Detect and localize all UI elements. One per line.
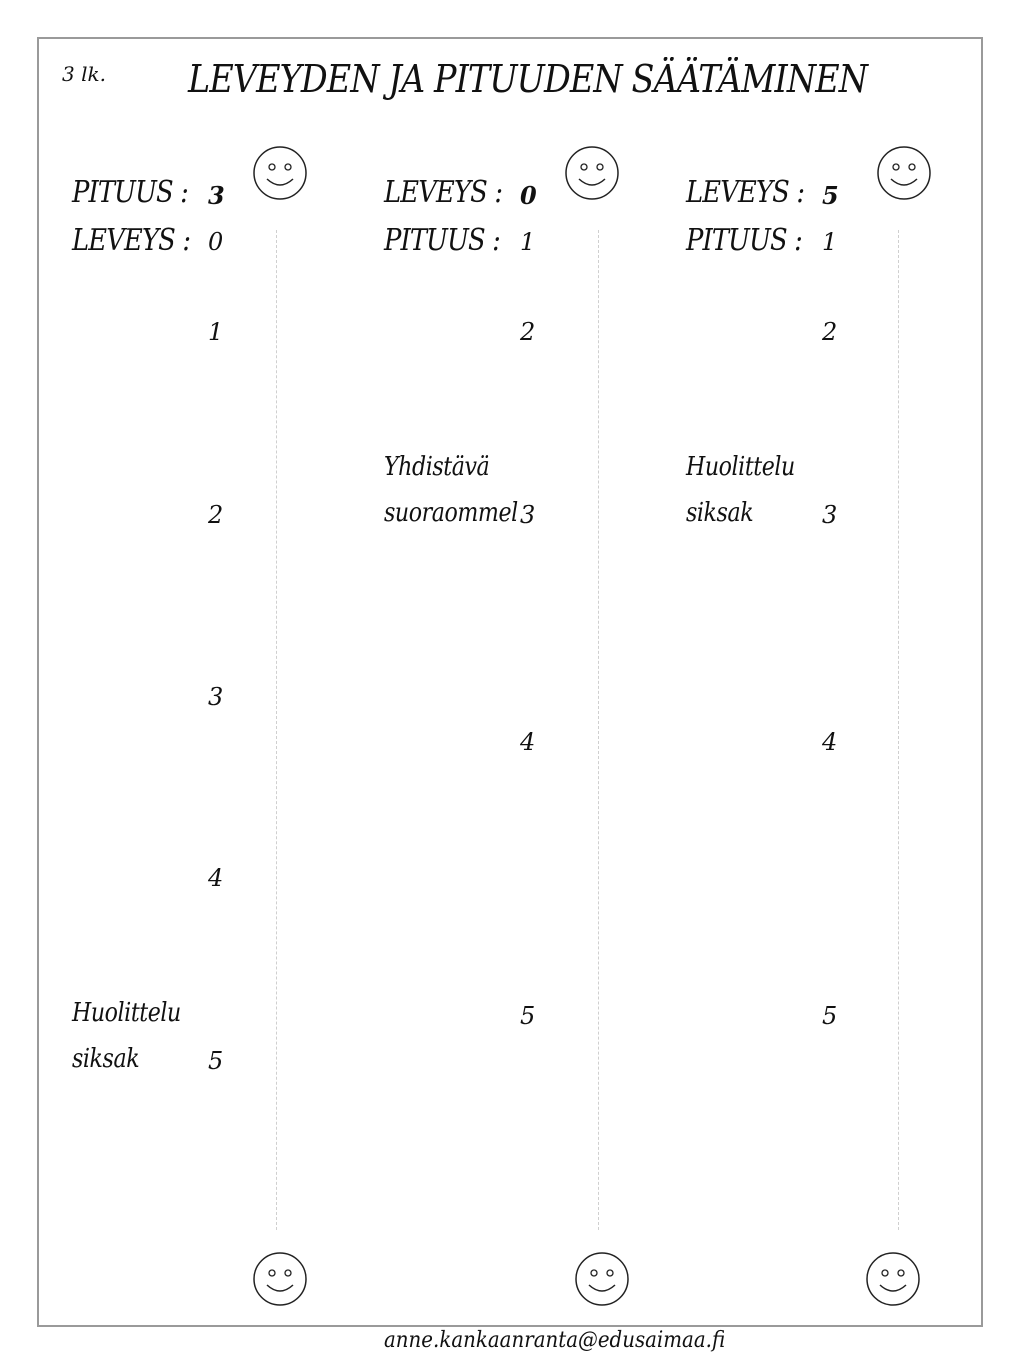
col2-value-top: 0 xyxy=(520,181,537,210)
smiley-face-icon xyxy=(252,145,308,201)
col2-label-second: PITUUS : xyxy=(384,223,500,258)
col3-label-top: LEVEYS : xyxy=(686,175,805,210)
grade-label: 3 lk. xyxy=(62,62,106,86)
smiley-face-icon xyxy=(252,1251,308,1307)
col2-step-5: 5 xyxy=(520,1002,536,1030)
col3-value-top: 5 xyxy=(822,181,839,210)
col2-step-3: 3 xyxy=(520,501,536,529)
col1-stitch-line1: Huolittelu xyxy=(72,998,181,1028)
col1-label-second: LEVEYS : xyxy=(72,223,191,258)
col3-step-5: 5 xyxy=(822,1002,838,1030)
col3-stitch-line1: Huolittelu xyxy=(686,452,795,482)
col1-guide-line xyxy=(276,230,277,1230)
col1-step-0: 0 xyxy=(208,228,224,256)
col1-label-top: PITUUS : xyxy=(72,175,188,210)
smiley-face-icon xyxy=(876,145,932,201)
col3-step-3: 3 xyxy=(822,501,838,529)
col2-step-1: 1 xyxy=(520,228,536,256)
col1-step-3: 3 xyxy=(208,683,224,711)
col1-step-1: 1 xyxy=(208,318,224,346)
col2-step-2: 2 xyxy=(520,318,536,346)
col1-value-top: 3 xyxy=(208,181,225,210)
col2-stitch-line2: suoraommel xyxy=(384,498,518,528)
footer-email: anne.kankaanranta@edusaimaa.fi xyxy=(384,1328,726,1353)
col3-label-second: PITUUS : xyxy=(686,223,802,258)
col1-step-5: 5 xyxy=(208,1047,224,1075)
col3-guide-line xyxy=(898,230,899,1230)
col1-step-2: 2 xyxy=(208,501,224,529)
col2-stitch-line1: Yhdistävä xyxy=(384,452,490,482)
col2-step-4: 4 xyxy=(520,728,536,756)
col3-step-1: 1 xyxy=(822,228,838,256)
col3-stitch-line2: siksak xyxy=(686,498,754,528)
col2-guide-line xyxy=(598,230,599,1230)
col2-label-top: LEVEYS : xyxy=(384,175,503,210)
col1-step-4: 4 xyxy=(208,864,224,892)
col1-stitch-line2: siksak xyxy=(72,1044,140,1074)
smiley-face-icon xyxy=(564,145,620,201)
page-title: LEVEYDEN JA PITUUDEN SÄÄTÄMINEN xyxy=(188,57,868,101)
col3-step-4: 4 xyxy=(822,728,838,756)
col3-step-2: 2 xyxy=(822,318,838,346)
smiley-face-icon xyxy=(574,1251,630,1307)
smiley-face-icon xyxy=(865,1251,921,1307)
